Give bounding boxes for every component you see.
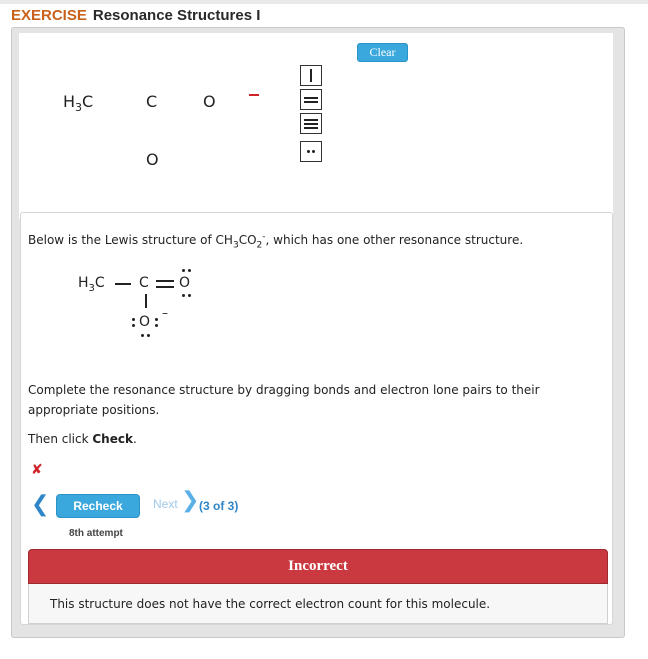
feedback-body xyxy=(28,584,608,624)
exercise-title: Resonance Structures I xyxy=(92,7,261,24)
page-title xyxy=(11,7,260,27)
lone-pair-dot xyxy=(182,269,185,272)
double-bond-tool[interactable] xyxy=(300,89,322,110)
then-click-text: Then click Check. xyxy=(28,432,137,446)
feedback-title: Incorrect xyxy=(28,549,608,584)
lone-pair-dot xyxy=(188,269,191,272)
lewis-carbon: C xyxy=(139,275,149,291)
lewis-double-bond-b xyxy=(156,286,174,288)
next-link[interactable]: Next xyxy=(153,497,178,511)
complete-text-line2: appropriate positions. xyxy=(28,403,160,417)
previous-chevron-icon[interactable]: ❮ xyxy=(31,491,50,516)
incorrect-mark-icon: ✘ xyxy=(31,461,43,477)
atom-carbon[interactable]: C xyxy=(146,92,158,111)
top-bar xyxy=(0,0,648,4)
lone-pair-dot xyxy=(188,294,191,297)
lewis-vertical-bond xyxy=(145,294,147,308)
single-bond-tool[interactable] xyxy=(300,65,322,86)
lone-pair-tool[interactable] xyxy=(300,141,322,162)
lone-pair-dot xyxy=(155,318,158,321)
atom-oxygen-2[interactable]: O xyxy=(146,150,159,169)
lone-pair-dot xyxy=(132,318,135,321)
lone-pair-dot xyxy=(141,334,144,337)
recheck-button[interactable]: Recheck xyxy=(56,494,140,518)
attempt-count: 8th attempt xyxy=(69,528,123,539)
question-progress: (3 of 3) xyxy=(199,499,239,513)
triple-bond-tool[interactable] xyxy=(300,113,322,134)
lone-pair-dot xyxy=(182,294,185,297)
intro-text: Below is the Lewis structure of $CH_3CO_2^-$, which has one other resonance structure. xyxy=(28,232,524,251)
lewis-oxygen-top: O xyxy=(179,275,191,291)
feedback-message: This structure does not have the correct electron count for this molecule. xyxy=(50,597,491,611)
atom-methyl[interactable]: $H_3C$ xyxy=(63,92,94,115)
negative-charge[interactable] xyxy=(249,94,259,96)
complete-text-line1: Complete the resonance structure by dragging bonds and electron lone pairs to their xyxy=(28,383,540,397)
lone-pair-dot xyxy=(132,324,135,327)
lewis-charge: – xyxy=(162,306,168,320)
lewis-single-bond xyxy=(115,283,131,285)
exercise-label: EXERCISE xyxy=(11,7,87,24)
next-chevron-icon[interactable]: ❯ xyxy=(181,487,200,512)
atom-oxygen-1[interactable]: O xyxy=(203,92,216,111)
lewis-double-bond-a xyxy=(156,280,174,282)
lone-pair-dot xyxy=(155,324,158,327)
clear-button[interactable]: Clear xyxy=(357,43,408,62)
lewis-h3c: $H_3C$ xyxy=(78,275,105,294)
lone-pair-dot xyxy=(147,334,150,337)
lewis-oxygen-bottom: O xyxy=(139,314,151,330)
